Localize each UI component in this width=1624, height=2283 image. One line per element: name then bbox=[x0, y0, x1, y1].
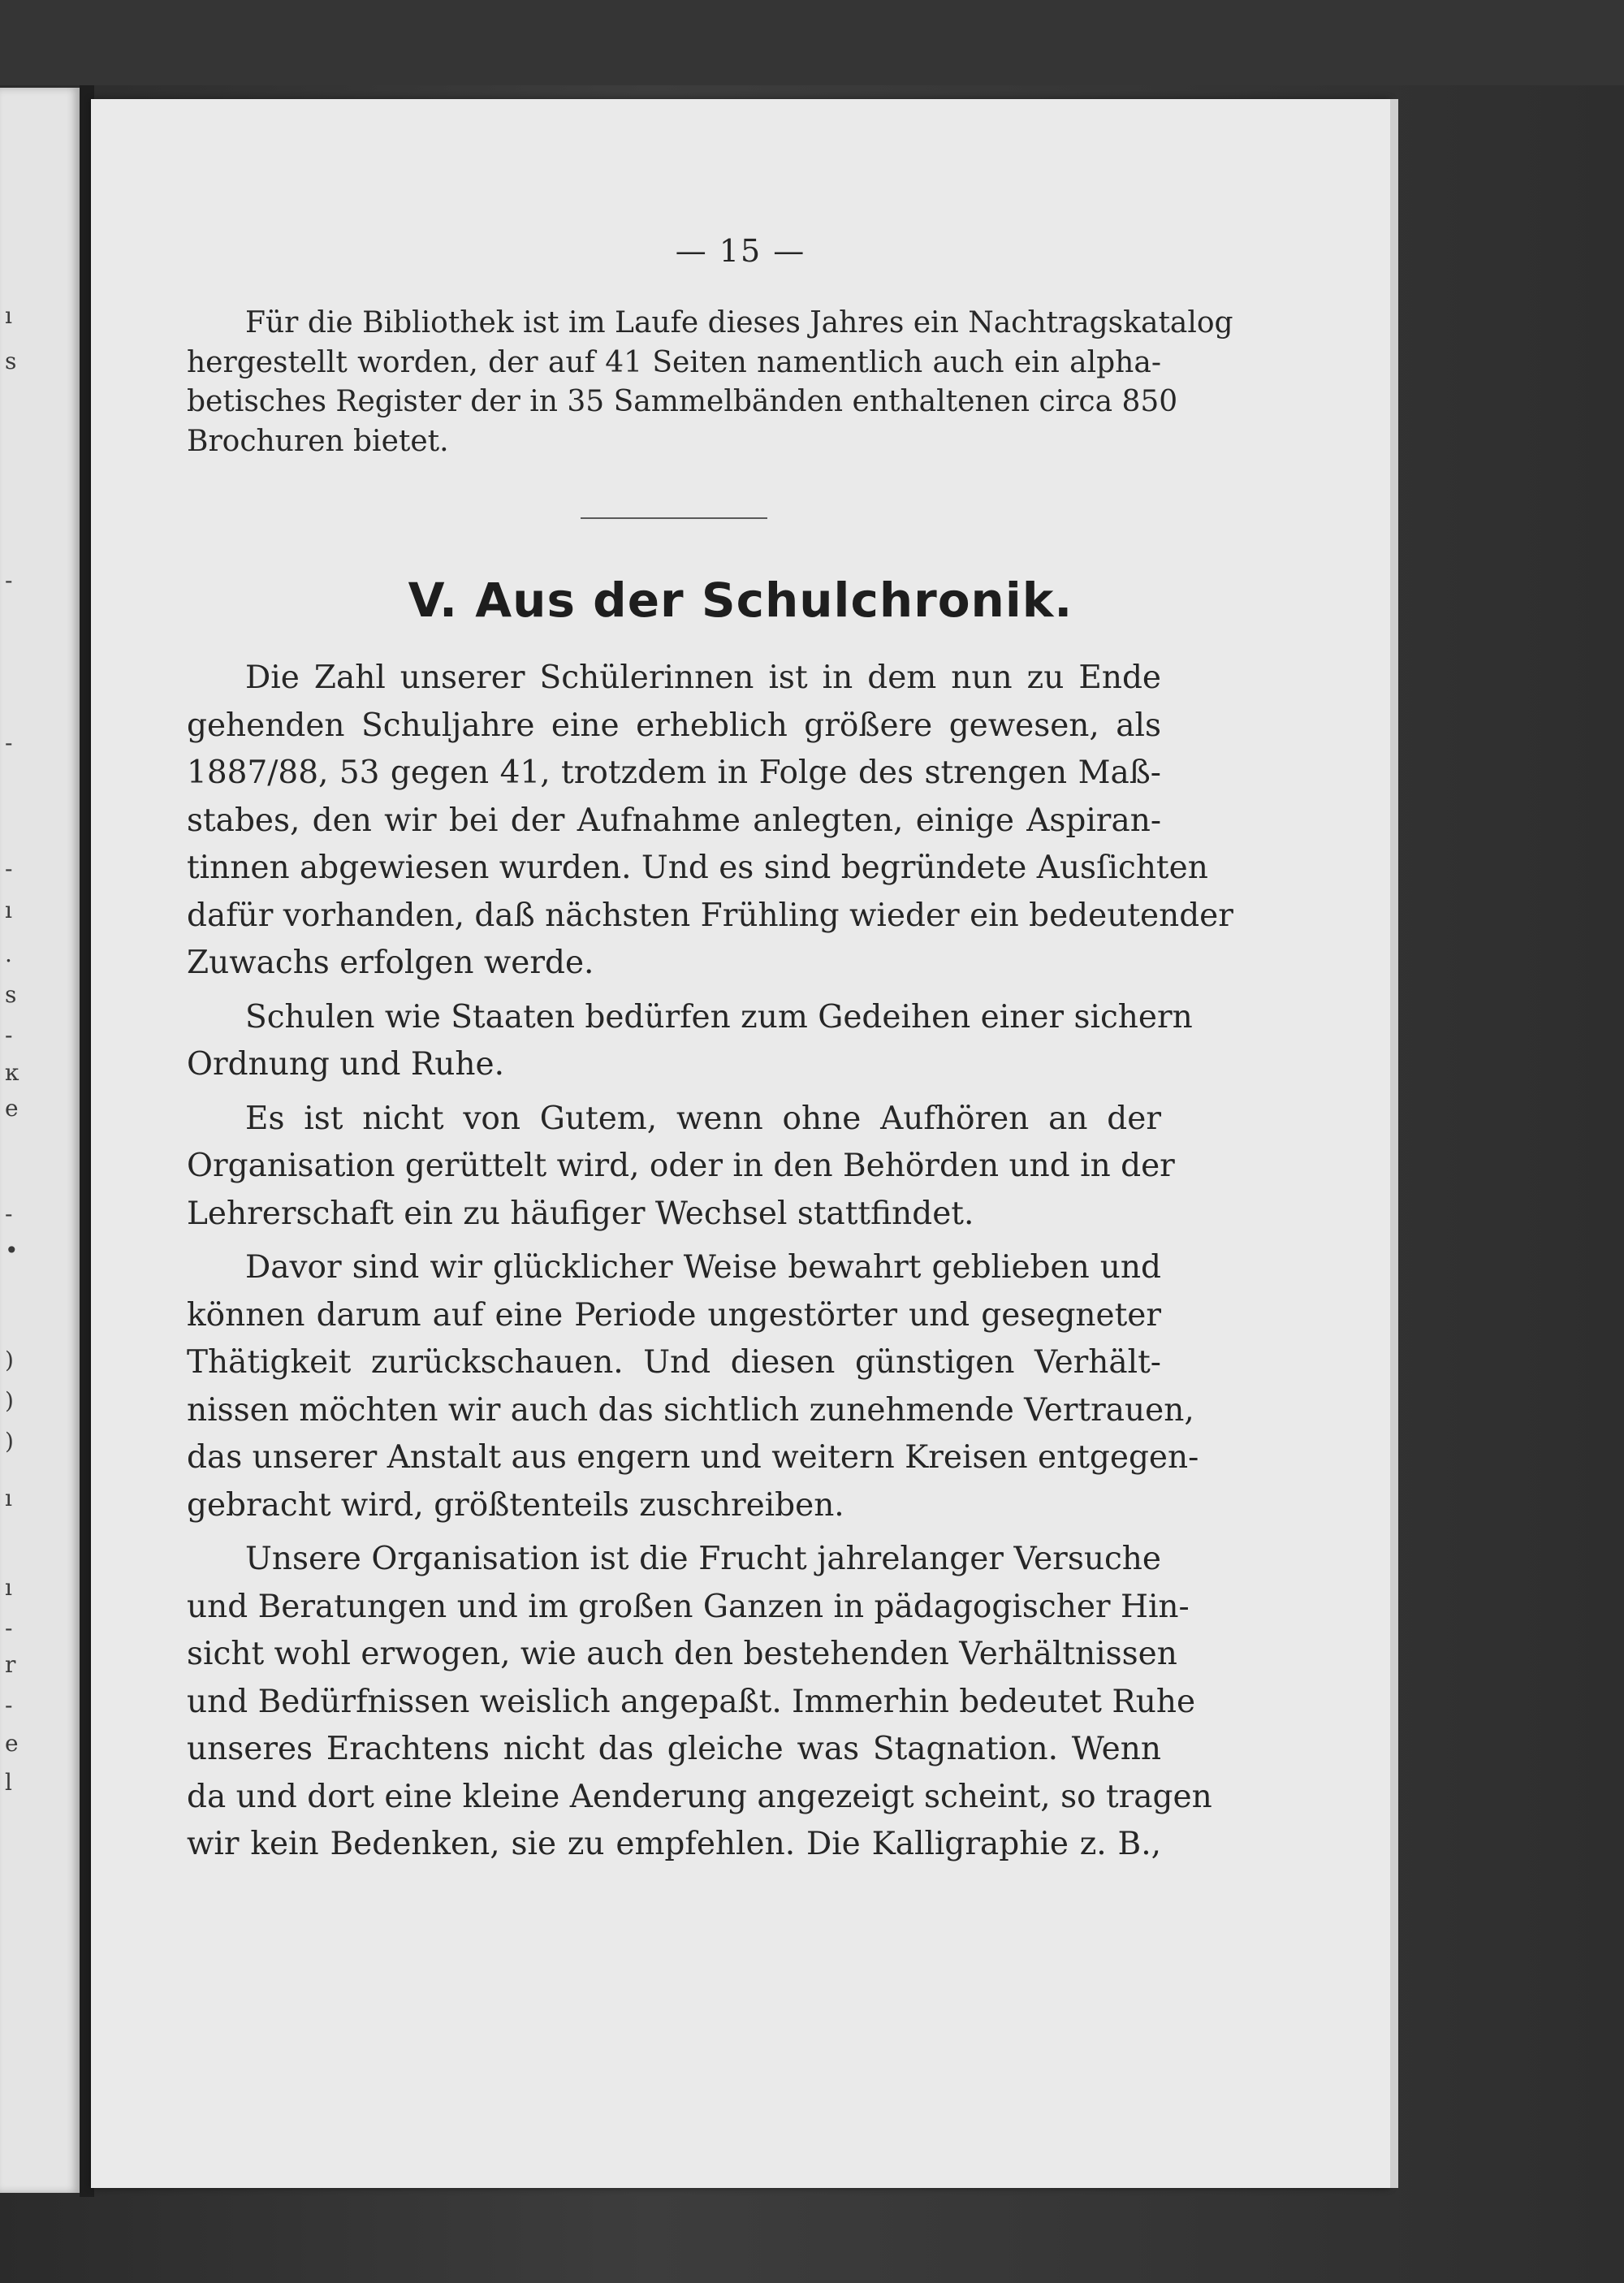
text-line: und Beratungen und im großen Ganzen in pädagogischer Hin- bbox=[187, 1588, 1190, 1625]
text-line: stabes, den wir bei der Aufnahme anlegten, einige Aspiran- bbox=[187, 802, 1161, 839]
margin-char: - bbox=[5, 1692, 13, 1719]
paragraph bbox=[187, 994, 1193, 1089]
text-line: Lehrerschaft ein zu häufiger Wechsel stattfindet. bbox=[187, 1195, 974, 1232]
text-line: das unserer Anstalt aus engern und weitern Kreisen entgegen- bbox=[187, 1439, 1199, 1476]
margin-char: - bbox=[5, 1022, 13, 1049]
margin-char: s bbox=[5, 348, 17, 374]
margin-char: l bbox=[5, 1769, 12, 1796]
margin-char: s bbox=[5, 981, 17, 1008]
text-line: Brochuren bietet. bbox=[187, 424, 449, 458]
paragraph bbox=[187, 1244, 1199, 1529]
margin-char: ı bbox=[5, 897, 12, 923]
text-line: Es ist nicht von Gutem, wenn ohne Aufhören an der bbox=[245, 1100, 1161, 1137]
margin-char: ı bbox=[5, 1485, 12, 1511]
margin-char: - bbox=[5, 855, 13, 882]
scan-top-strip bbox=[0, 0, 1624, 85]
text-line: Organisation gerüttelt wird, oder in den Behörden und in der bbox=[187, 1148, 1175, 1184]
intro-paragraph bbox=[187, 304, 1233, 461]
section-heading: V. Aus der Schulchronik. bbox=[408, 573, 1073, 628]
text-line: nissen möchten wir auch das sichtlich zunehmende Vertrauen, bbox=[187, 1391, 1194, 1429]
paragraph bbox=[187, 1536, 1212, 1869]
text-line: gebracht wird, größtenteils zuschreiben. bbox=[187, 1486, 844, 1524]
margin-char: • bbox=[5, 1237, 19, 1264]
text-line: gehenden Schuljahre eine erheblich größere gewesen, als bbox=[187, 707, 1161, 744]
text-line: Davor sind wir glücklicher Weise bewahrt geblieben und bbox=[245, 1249, 1161, 1286]
margin-char: . bbox=[5, 940, 12, 967]
margin-char: - bbox=[5, 729, 13, 756]
section-divider bbox=[581, 517, 767, 519]
margin-char: - bbox=[5, 1200, 13, 1227]
margin-char: - bbox=[5, 1615, 13, 1641]
margin-char: e bbox=[5, 1730, 19, 1757]
text-line: hergestellt worden, der auf 41 Seiten namentlich auch ein alpha- bbox=[187, 345, 1161, 379]
text-line: tinnen abgewiesen wurden. Und es sind begründete Ausſichten bbox=[187, 850, 1208, 886]
margin-char: ĸ bbox=[5, 1059, 19, 1086]
text-line: da und dort eine kleine Aenderung angezeigt scheint, so tragen bbox=[187, 1778, 1212, 1815]
text-line: Unsere Organisation ist die Frucht jahrelanger Versuche bbox=[245, 1541, 1161, 1577]
margin-char: ı bbox=[5, 1574, 12, 1601]
paragraph bbox=[187, 655, 1233, 988]
margin-char: ) bbox=[5, 1347, 14, 1373]
text-line: Für die Bibliothek ist im Laufe dieses Jahres ein Nachtragskatalog bbox=[245, 306, 1233, 339]
text-line: Ordnung und Ruhe. bbox=[187, 1046, 504, 1083]
text-line: sicht wohl erwogen, wie auch den bestehenden Verhältnissen bbox=[187, 1636, 1177, 1672]
text-line: unseres Erachtens nicht das gleiche was Stagnation. Wenn bbox=[187, 1731, 1161, 1767]
previous-page-edge bbox=[0, 88, 80, 2193]
margin-char: - bbox=[5, 567, 13, 594]
text-line: betisches Register der in 35 Sammelbänden enthaltenen circa 850 bbox=[187, 385, 1178, 418]
section-body bbox=[187, 655, 1233, 1875]
text-line: Schulen wie Staaten bedürfen zum Gedeihen einer sichern bbox=[245, 998, 1193, 1036]
text-line: können darum auf eine Periode ungestörter und gesegneter bbox=[187, 1296, 1161, 1334]
margin-char: r bbox=[5, 1651, 16, 1678]
margin-char: ) bbox=[5, 1428, 14, 1455]
page-edge bbox=[1390, 99, 1398, 2188]
margin-char: ) bbox=[5, 1387, 14, 1414]
margin-char: ı bbox=[5, 302, 12, 329]
text-line: und Bedürfnissen weislich angepaßt. Immerhin bedeutet Ruhe bbox=[187, 1683, 1196, 1720]
margin-char: e bbox=[5, 1095, 19, 1122]
text-line: dafür vorhanden, daß nächsten Frühling wieder ein bedeutender bbox=[187, 897, 1233, 934]
text-line: Die Zahl unserer Schülerinnen ist in dem nun zu Ende bbox=[245, 659, 1161, 696]
paragraph bbox=[187, 1096, 1175, 1239]
text-line: wir kein Bedenken, sie zu empfehlen. Die Kalligraphie z. B., bbox=[187, 1826, 1161, 1862]
text-line: Zuwachs erfolgen werde. bbox=[187, 945, 594, 981]
page-number: — 15 — bbox=[675, 233, 806, 269]
text-line: Thätigkeit zurückschauen. Und diesen günstigen Verhält- bbox=[187, 1344, 1161, 1381]
text-line: 1887/88, 53 gegen 41, trotzdem in Folge des strengen Maß- bbox=[187, 755, 1161, 791]
